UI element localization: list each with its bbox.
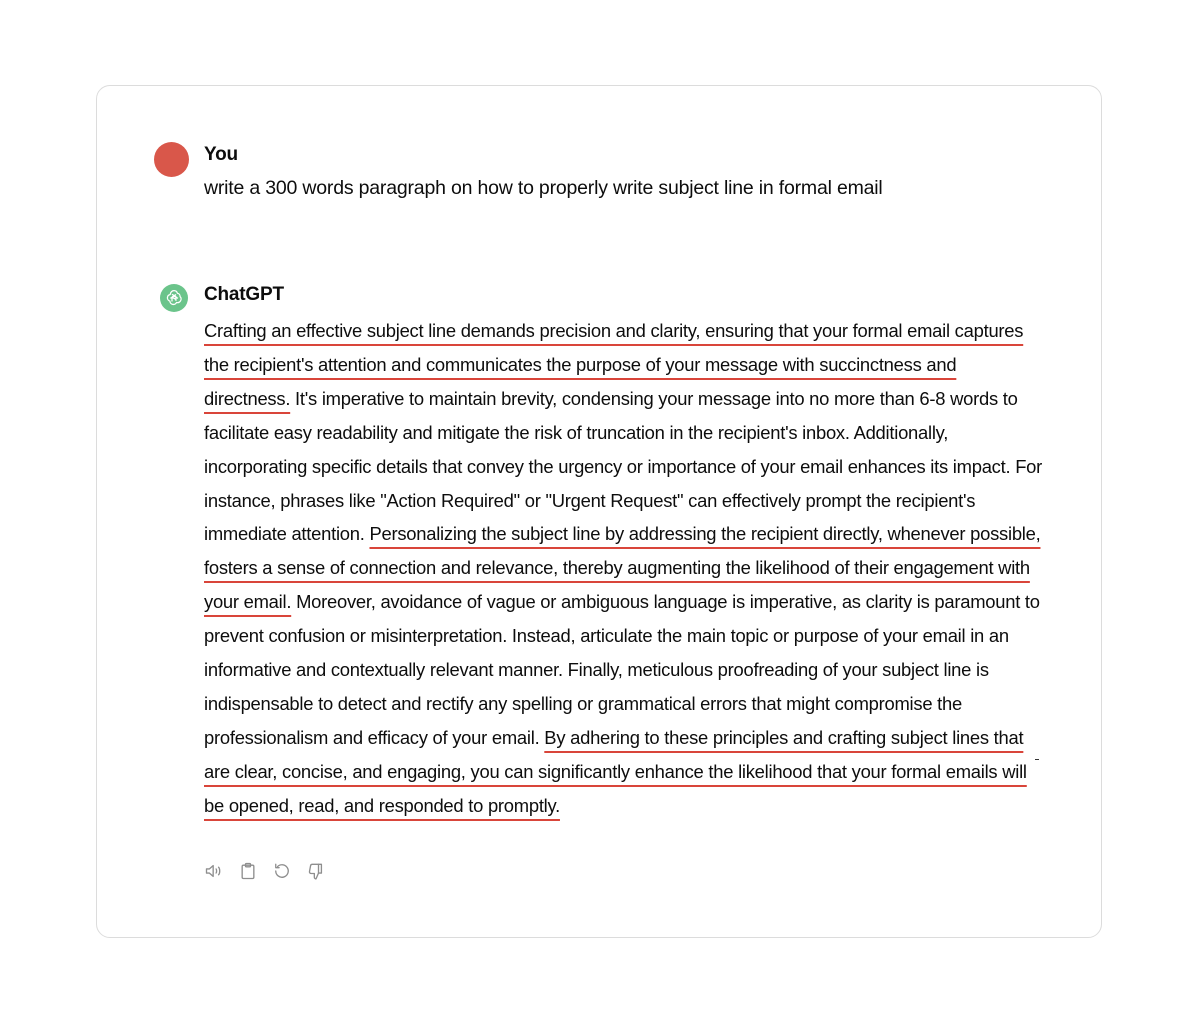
thumbs-down-icon: [306, 861, 326, 881]
user-message-text: write a 300 words paragraph on how to properly write subject line in formal email: [204, 177, 883, 199]
stray-mark: [1035, 759, 1039, 760]
assistant-avatar: [160, 284, 188, 312]
user-avatar: [154, 142, 189, 177]
response-sentence: Moreover, avoidance of vague or ambiguous language is imperative, as clarity is paramount to prevent confusion or misinterpretation. Instead, articulate the main topic or purpose of your email in an informative and contextually relevant manner. Finally, meticulous proofreading of your subject line is indispensable to detect and rectify any spelling or grammatical errors that might compromise the professionalism and efficacy of your email.: [204, 591, 1040, 748]
thumbs-down-button[interactable]: [305, 860, 327, 882]
message-actions: [203, 860, 327, 882]
clipboard-icon: [238, 861, 258, 881]
openai-logo-icon: [164, 288, 184, 308]
highlighted-sentence: Personalizing the subject line by addressing the recipient directly, whenever possible, fosters a sense of connection and relevance, thereby augmenting the likelihood of their engagement with your email.: [204, 523, 1041, 613]
response-sentence: It's imperative to maintain brevity, condensing your message into no more than 6-8 words to facilitate easy readability and mitigate the risk of truncation in the recipient's inbox. Additionally, incorporating specific details that convey the urgency or importance of your email enhances its impact. For instance, phrases like "Action Required" or "Urgent Request" can effectively prompt the recipient's immediate attention.: [204, 387, 1043, 545]
assistant-name: ChatGPT: [204, 284, 284, 305]
speaker-icon: [204, 861, 224, 881]
regenerate-button[interactable]: [271, 860, 293, 882]
highlighted-sentence: Crafting an effective subject line demands precision and clarity, ensuring that your formal email captures the recipient's attention and communicates the purpose of your message with succinctness and directness.: [204, 320, 1024, 409]
assistant-response-text: [204, 314, 1044, 823]
chat-card: [96, 85, 1102, 938]
regenerate-icon: [272, 861, 292, 881]
read-aloud-button[interactable]: [203, 860, 225, 882]
copy-button[interactable]: [237, 860, 259, 882]
highlighted-sentence: By adhering to these principles and crafting subject lines that are clear, concise, and engaging, you can significantly enhance the likelihood that your formal emails will be opened, read, and responded to promptly.: [204, 726, 1027, 816]
user-name: You: [204, 144, 238, 165]
